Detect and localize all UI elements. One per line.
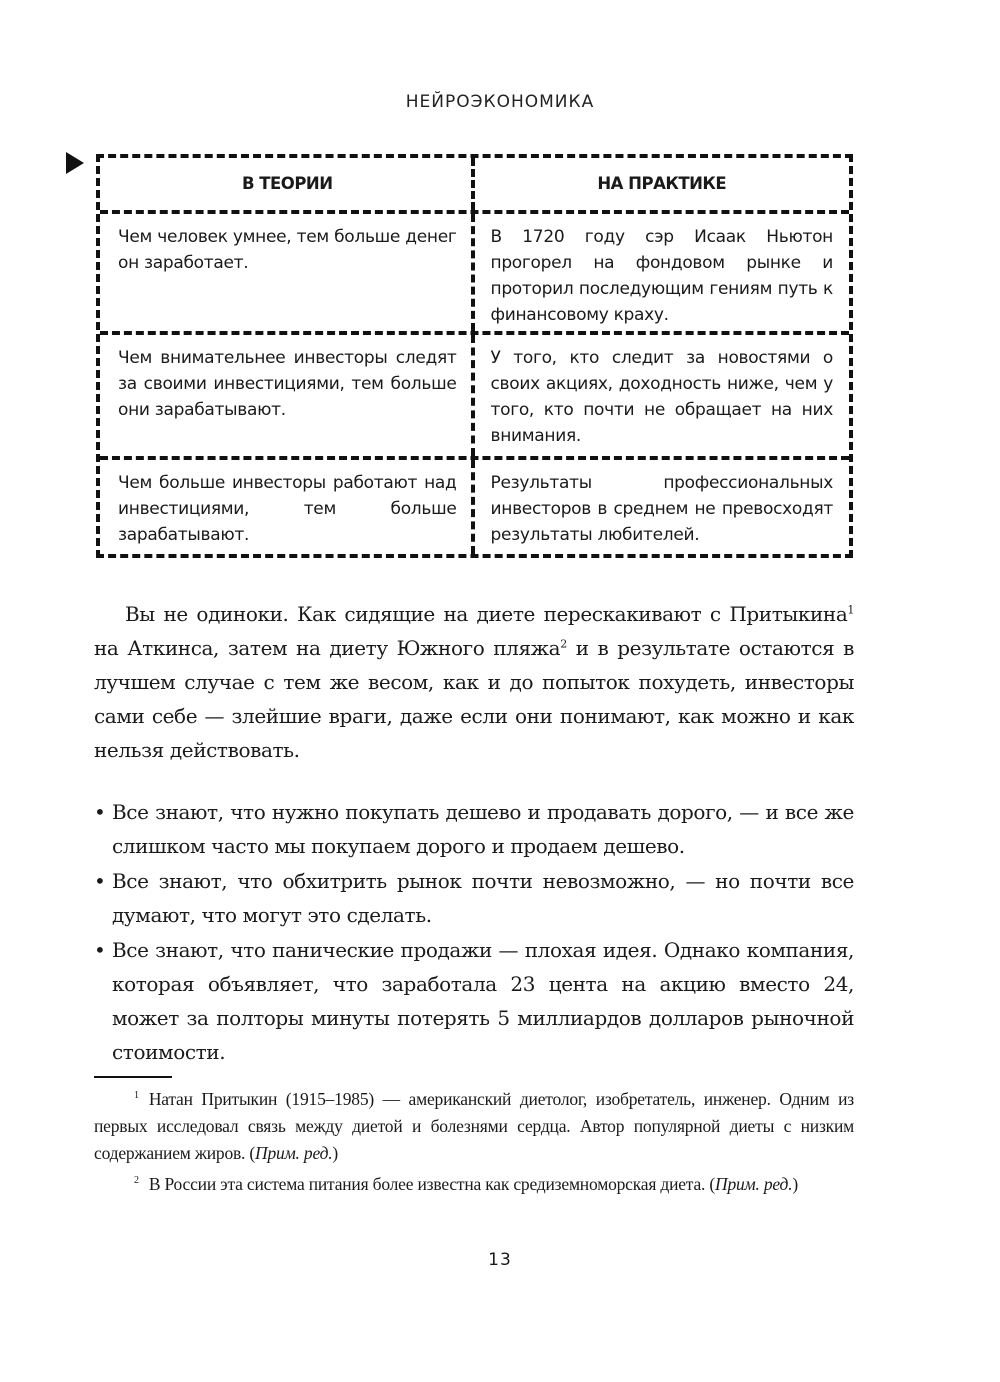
footnote-number: 2 bbox=[134, 1174, 139, 1186]
table-row bbox=[100, 214, 849, 335]
paragraph-text: и в результате остаются в лучшем случае с тем же весом, как и до попыток похудеть, инвесторы сами себе — злейшие враги, даже если они понимают, как можно и как нельзя действовать. bbox=[94, 636, 855, 762]
list-item-text: Все знают, что панические продажи — плохая идея. Однако компания, которая объявляет, что заработала 23 цента на акцию вместо 24, может за полторы минуты потерять 5 миллиардов долларов рыночной стоимости. bbox=[112, 938, 854, 1064]
theory-cell: Чем больше инвесторы работают над инвестициями, тем больше зарабатывают. bbox=[100, 460, 475, 554]
table-header-row bbox=[100, 158, 849, 214]
footnote-close: ) bbox=[332, 1142, 339, 1163]
paragraph-text: на Аткинса, затем на диету Южного пляжа bbox=[94, 636, 561, 660]
bullet-icon: • bbox=[94, 800, 106, 824]
list-item bbox=[94, 933, 854, 1069]
bullet-list bbox=[94, 795, 854, 1070]
comparison-table bbox=[96, 154, 853, 558]
body-paragraph bbox=[94, 597, 854, 767]
table-row bbox=[100, 460, 849, 554]
bullet-icon: • bbox=[94, 938, 106, 962]
list-item bbox=[94, 864, 854, 932]
theory-cell: Чем человек умнее, тем больше денег он заработает. bbox=[100, 214, 475, 331]
footnote-divider bbox=[94, 1076, 172, 1078]
footnote-number: 1 bbox=[134, 1090, 139, 1101]
theory-cell: Чем внимательнее инвесторы следят за своими инвестициями, тем больше они зарабатывают. bbox=[100, 335, 475, 456]
table-row bbox=[100, 335, 849, 460]
footnote-1 bbox=[94, 1082, 854, 1167]
page-number: 13 bbox=[488, 1250, 512, 1270]
practice-cell: Результаты профессиональных инвесторов в среднем не превосходят результаты любителей. bbox=[490, 473, 833, 545]
paragraph-text: Вы не одиноки. Как сидящие на диете перескакивают с Притыкина bbox=[125, 602, 848, 626]
header-theory: В ТЕОРИИ bbox=[100, 158, 475, 210]
footnote-ref-1[interactable]: 1 bbox=[847, 603, 854, 617]
practice-cell: В 1720 году сэр Исаак Ньютон прогорел на фондовом рынке и проторил последующим гениям путь к финансовому краху. bbox=[490, 227, 833, 325]
list-item-text: Все знают, что обхитрить рынок почти невозможно, — но почти все думают, что могут это сделать. bbox=[112, 869, 854, 927]
footnote-ref-2[interactable]: 2 bbox=[560, 637, 567, 651]
running-head: НЕЙРОЭКОНОМИКА bbox=[405, 92, 595, 112]
footnote-close: ) bbox=[792, 1173, 799, 1194]
editor-note: Прим. ред. bbox=[255, 1142, 333, 1163]
header-practice: НА ПРАКТИКЕ bbox=[597, 174, 727, 193]
editor-note: Прим. ред. bbox=[715, 1173, 793, 1194]
list-item bbox=[94, 795, 854, 863]
practice-cell: У того, кто следит за новостями о своих акциях, доходность ниже, чем у того, кто почти не обращает на них внимания. bbox=[490, 348, 833, 446]
list-item-text: Все знают, что нужно покупать дешево и продавать дорого, — и все же слишком часто мы покупаем дорого и продаем дешево. bbox=[112, 800, 854, 858]
footnotes bbox=[94, 1082, 854, 1198]
triangle-right-icon bbox=[66, 152, 84, 174]
footnote-2 bbox=[94, 1167, 854, 1198]
bullet-icon: • bbox=[94, 869, 106, 893]
footnote-text: В России эта система питания более известна как средиземноморская диета. ( bbox=[148, 1173, 716, 1194]
footnote-text: Натан Притыкин (1915–1985) — американский диетолог, изобретатель, инженер. Одним из первых исследовал связь между диетой и болезнями сердца. Автор популярной диеты с низким содержанием жиров. ( bbox=[94, 1088, 854, 1163]
